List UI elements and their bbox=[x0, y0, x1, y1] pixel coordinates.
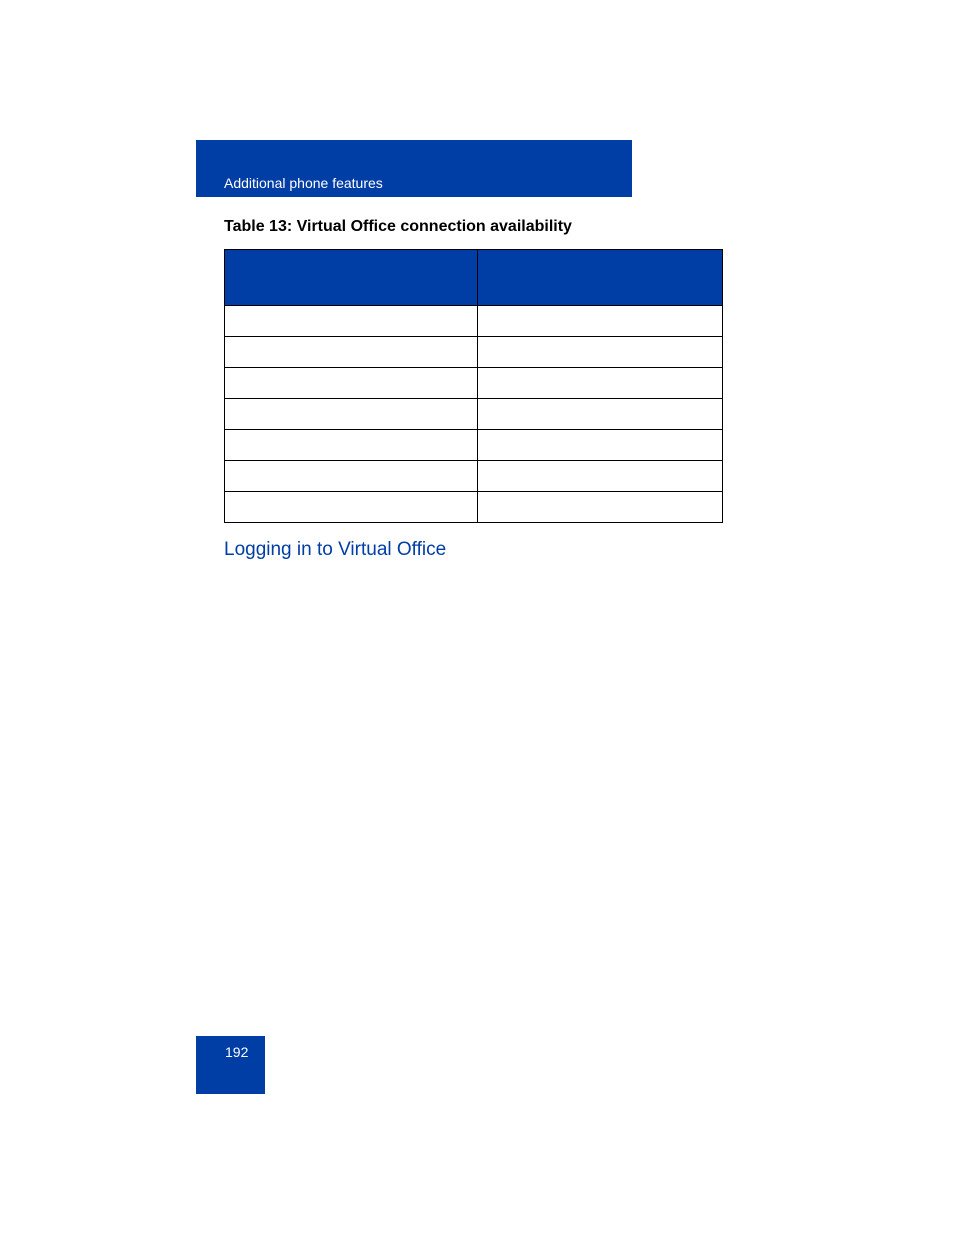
table-cell bbox=[478, 461, 723, 492]
table-row bbox=[225, 368, 723, 399]
table-cell bbox=[478, 368, 723, 399]
table-cell bbox=[225, 492, 478, 523]
table-cell bbox=[225, 306, 478, 337]
table-cell bbox=[225, 461, 478, 492]
table-row bbox=[225, 430, 723, 461]
table-row bbox=[225, 492, 723, 523]
table-row bbox=[225, 399, 723, 430]
table-cell bbox=[478, 399, 723, 430]
table-cell bbox=[225, 368, 478, 399]
table-cell bbox=[478, 492, 723, 523]
table-header-cell bbox=[225, 250, 478, 306]
table-cell bbox=[225, 337, 478, 368]
table-cell bbox=[225, 399, 478, 430]
page-number: 192 bbox=[225, 1044, 249, 1060]
table-header-cell bbox=[478, 250, 723, 306]
table-row bbox=[225, 461, 723, 492]
table-cell bbox=[478, 430, 723, 461]
section-heading: Logging in to Virtual Office bbox=[224, 539, 447, 560]
table-cell bbox=[478, 337, 723, 368]
table-header-row bbox=[225, 250, 723, 306]
table-row bbox=[225, 337, 723, 368]
table-caption: Table 13: Virtual Office connection availability bbox=[224, 218, 572, 235]
table-cell bbox=[225, 430, 478, 461]
section-title: Additional phone features bbox=[224, 175, 383, 191]
header-band bbox=[196, 140, 632, 197]
page-number-tab bbox=[196, 1036, 265, 1094]
availability-table bbox=[224, 249, 723, 523]
table-cell bbox=[478, 306, 723, 337]
table-row bbox=[225, 306, 723, 337]
